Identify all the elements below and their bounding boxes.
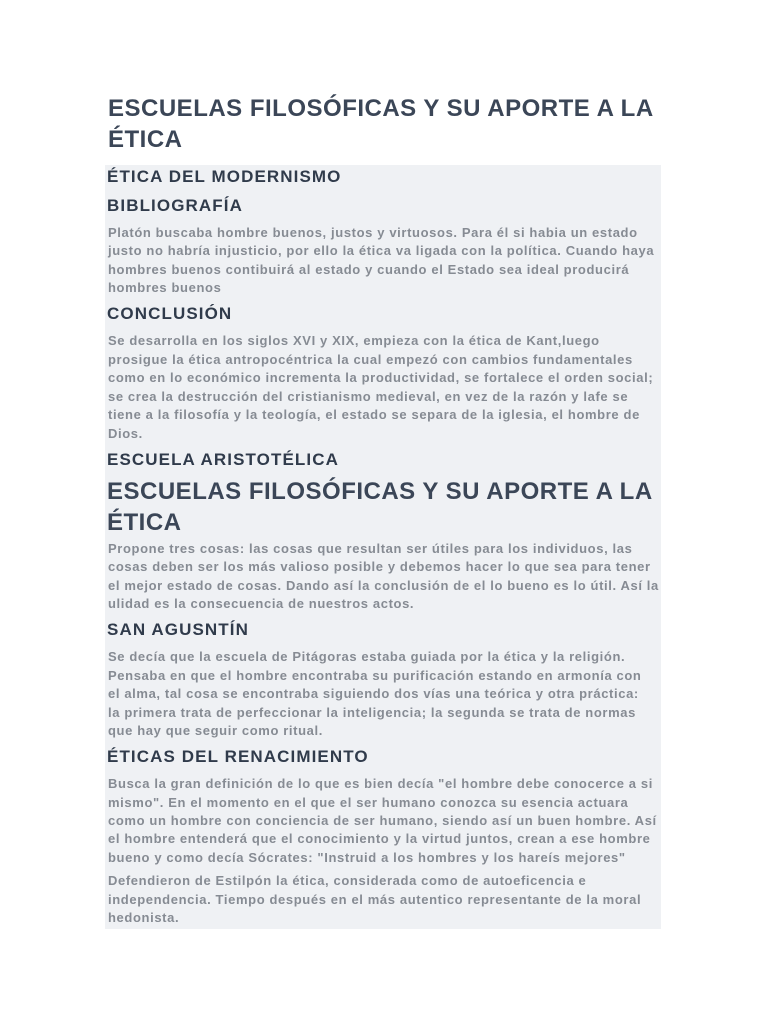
paragraph-line: Dios.: [108, 425, 143, 441]
paragraph-line: como un hombre con conciencia de ser humano, siendo así un buen hombre. Así: [108, 813, 657, 829]
paragraph-line: como en lo económico incrementa la productividad, se fortalece el orden social;: [108, 370, 654, 386]
paragraph-line: tiene a la filosofía y la teología, el estado se separa de la iglesia, el hombre de: [108, 407, 640, 423]
paragraph-line: el alma, tal cosa se encontraba siguiendo dos vías una teórica y otra práctica:: [108, 686, 639, 702]
paragraph-line: ulidad es la consecuencia de nuestros actos.: [108, 596, 415, 612]
paragraph-san-agustin: [107, 648, 661, 740]
paragraph-renacimiento: [107, 775, 661, 867]
section-heading-escuela-aristotelica: ESCUELA ARISTOTÉLICA: [107, 449, 339, 469]
section-heading-conclusion: CONCLUSIÓN: [107, 304, 233, 324]
paragraph-line: la primera trata de perfeccionar la inteligencia; la segunda se trata de normas: [108, 704, 636, 720]
paragraph-line: hombres buenos contibuirá al estado y cuando el Estado sea ideal producirá: [108, 261, 630, 277]
paragraph-line: Defendieron de Estilpón la ética, considerada como de autoeficencia e: [108, 873, 587, 889]
paragraph-line: Se decía que la escuela de Pitágoras estaba guiada por la ética y la religión.: [108, 649, 626, 665]
paragraph-line: Pensaba en que el hombre encontraba su purificación estando en armonía con: [108, 667, 642, 683]
section-title-escuelas-filosoficas: ESCUELAS FILOSÓFICAS Y SU APORTE A LA ÉTICA: [107, 478, 652, 537]
paragraph-conclusion: [107, 332, 661, 443]
section-heading-san-agustin: SAN AGUSNTÍN: [107, 620, 249, 640]
section-heading-etica-del-modernismo: ÉTICA DEL MODERNISMO: [107, 167, 342, 186]
section-heading-eticas-del-renacimiento: ÉTICAS DEL RENACIMIENTO: [107, 747, 369, 767]
paragraph-line: Busca la gran definición de lo que es bien decía "el hombre debe conocerce a si: [108, 776, 653, 792]
section-heading-bibliografia: BIBLIOGRAFÍA: [107, 196, 243, 215]
paragraph-line: independencia. Tiempo después en el más autentico representante de la moral: [108, 891, 642, 907]
paragraph-line: el mejor estado de cosas. Dando así la conclusión de el lo bueno es lo útil. Así la: [108, 577, 659, 593]
paragraph-line: prosigue la ética antropocéntrica la cual empezó con cambios fundamentales: [108, 351, 633, 367]
paragraph-estilpon: [107, 872, 661, 927]
paragraph-escuela-aristotelica: [107, 540, 661, 614]
paragraph-line: Se desarrolla en los siglos XVI y XIX, empieza con la ética de Kant,luego: [108, 333, 600, 349]
paragraph-line: se crea la destrucción del cristianismo medieval, en vez de la razón y lafe se: [108, 388, 629, 404]
paragraph-line: bueno y como decía Sócrates: "Instruid a los hombres y los hareís mejores": [108, 849, 626, 865]
paragraph-line: hombres buenos: [108, 280, 222, 296]
paragraph-line: Propone tres cosas: las cosas que resultan ser útiles para los individuos, las: [108, 541, 633, 557]
paragraph-line: cosas deben ser los más valioso posible y debemos hacer lo que sea para tener: [108, 559, 651, 575]
paragraph-line: justo no habría injusticio, por ello la ética va ligada con la política. Cuando haya: [108, 243, 655, 259]
content-panel: [105, 165, 661, 929]
paragraph-line: Platón buscaba hombre buenos, justos y virtuosos. Para él si habia un estado: [108, 225, 638, 240]
paragraph-line: que hay que seguir como ritual.: [108, 723, 323, 739]
paragraph-bibliografia: [107, 224, 661, 298]
paragraph-line: mismo". En el momento en el que el ser humano conozca su esencia actuara: [108, 794, 629, 810]
document-title: ESCUELAS FILOSÓFICAS Y SU APORTE A LA ÉTICA: [108, 95, 653, 153]
paragraph-line: el hombre entenderá que el conocimiento y la virtud juntos, crean a ese hombre: [108, 831, 651, 847]
paragraph-line: hedonista.: [108, 910, 180, 926]
